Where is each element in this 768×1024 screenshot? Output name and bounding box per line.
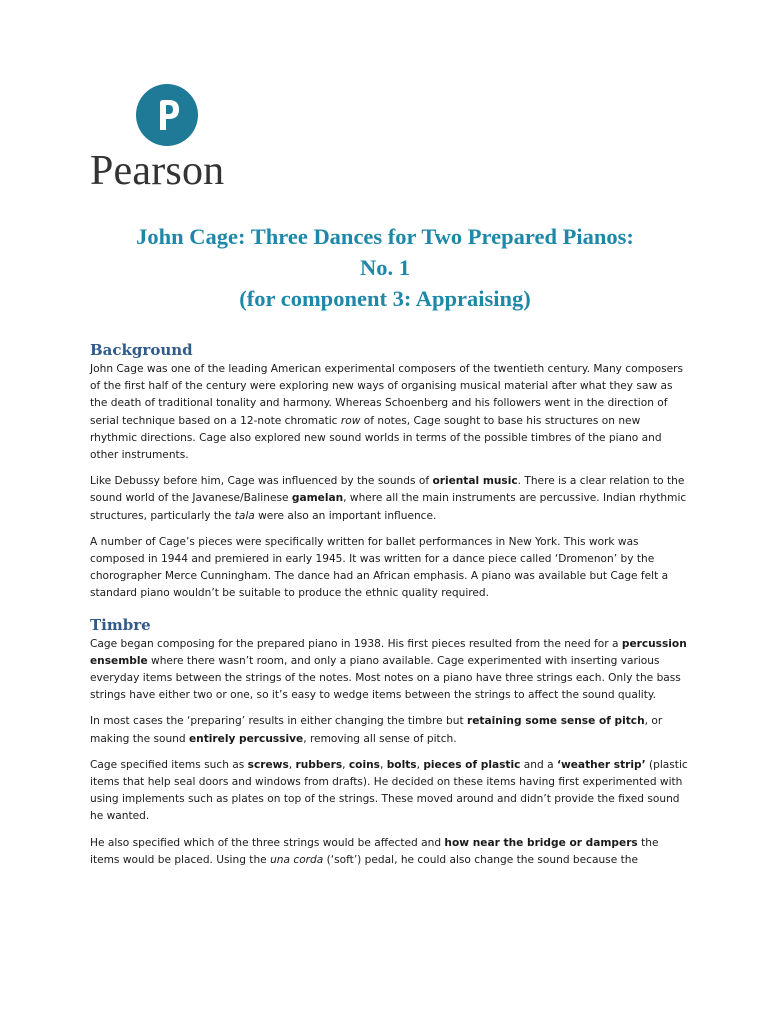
timbre-paragraph-2: In most cases the ‘preparing’ results in either changing the timbre but retaining some sense of pitch, or making the sound entirely percussive, removing all sense of pitch. [90,715,663,745]
document-title [60,221,710,314]
document-body [90,339,690,869]
title-line-1: John Cage: Three Dances for Two Prepared Pianos: [136,224,634,249]
pearson-logo [90,84,250,194]
timbre-paragraph-4: He also specified which of the three strings would be affected and how near the bridge or dampers the items would be placed. Using the una corda (‘soft’) pedal, he could also change the sound because the [90,836,659,866]
pearson-wordmark: Pearson [90,148,225,194]
timbre-paragraph-1: Cage began composing for the prepared piano in 1938. His first pieces resulted from the need for a percussion ensemble where there wasn’t room, and only a piano available. Cage experimented with inserting various everyday items between the strings of the notes. Most notes on a piano have three strings each. Only the bass strings have either two or one, so it’s easy to wedge items between the strings to affect the sound quality. [90,637,687,702]
title-line-2: No. 1 [360,255,410,280]
section-heading-timbre: Timbre [90,615,151,634]
section-heading-background: Background [90,341,193,359]
title-line-3: (for component 3: Appraising) [239,286,531,311]
pearson-logo-icon [136,84,198,146]
background-paragraph-2: Like Debussy before him, Cage was influenced by the sounds of oriental music. There is a clear relation to the sound world of the Javanese/Balinese gamelan, where all the main instruments are percussive. Indian rhythmic structures, particularly the tala were also an important influence. [90,475,687,522]
timbre-paragraph-3: Cage specified items such as screws, rubbers, coins, bolts, pieces of plastic and a ‘weather strip’ (plastic items that help seal doors and windows from drafts). He decided on these items having first experimented with using implements such as plates on top of the strings. These moved around and didn’t provide the fixed sound he wanted. [90,758,688,823]
background-paragraph-3: A number of Cage’s pieces were specifically written for ballet performances in New York. This work was composed in 1944 and premiered in early 1945. It was written for a dance piece called ‘Dromenon’ by the chorographer Merce Cunningham. The dance had an African emphasis. A piano was available but Cage felt a standard piano wouldn’t be suitable to produce the ethnic quality required. [90,535,669,600]
background-paragraph-1: John Cage was one of the leading American experimental composers of the twentieth century. Many composers of the first half of the century were exploring new ways of organising musical material after what they saw as the death of traditional tonality and harmony. Whereas Schoenberg and his followers went in the direction of serial technique based on a 12-note chromatic row of notes, Cage sought to base his structures on new rhythmic directions. Cage also explored new sound worlds in terms of the possible timbres of the piano and other instruments. [90,363,684,462]
